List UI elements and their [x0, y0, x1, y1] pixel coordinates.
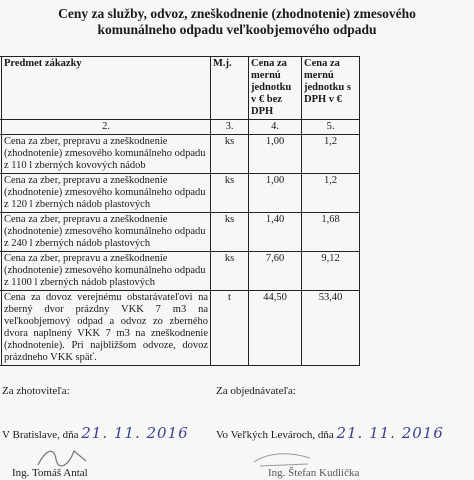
row-price-vat: 1,68 — [302, 213, 360, 252]
row-price-vat: 9,12 — [302, 252, 360, 291]
index-cell-4: 4. — [249, 120, 302, 135]
row-price-vat: 53,40 — [302, 291, 360, 366]
header-row — [0, 57, 360, 120]
contractor-place: V Bratislave, dňa — [2, 429, 79, 441]
title-line-1: Ceny za služby, odvoz, zneškodnenie (zhodnotenie) zmesového — [58, 6, 416, 21]
title-line-2: komunálneho odpadu veľkoobjemového odpadu — [97, 22, 377, 37]
contractor-label: Za zhotoviteľa: — [2, 385, 70, 397]
client-name: Ing. Štefan Kudlička — [268, 467, 360, 479]
row-description: Cena za zber, prepravu a zneškodnenie (zhodnotenie) zmesového komunálneho odpadu z 110 l zberných kovových nádob — [2, 135, 211, 174]
row-price-vat: 1,2 — [302, 174, 360, 213]
client-place-date — [216, 424, 444, 442]
header-price-vat: Cena za mernú jednotku s DPH v € — [302, 57, 360, 120]
price-table — [0, 56, 360, 366]
index-row — [0, 120, 360, 135]
document-title — [0, 6, 474, 38]
index-cell-2: 2. — [2, 120, 211, 135]
client-date: 21. 11. 2016 — [336, 424, 444, 442]
contractor-date: 21. 11. 2016 — [81, 424, 189, 442]
header-unit: M.j. — [211, 57, 249, 120]
table-row — [0, 174, 360, 213]
table-row — [0, 252, 360, 291]
row-price-no-vat: 7,60 — [249, 252, 302, 291]
row-description: Cena za zber, prepravu a zneškodnenie (zhodnotenie) zmesového komunálneho odpadu z 240 l zberných nádob plastových — [2, 213, 211, 252]
row-price-no-vat: 44,50 — [249, 291, 302, 366]
row-price-no-vat: 1,00 — [249, 135, 302, 174]
contractor-name: Ing. Tomáš Antal — [12, 467, 88, 479]
row-price-no-vat: 1,40 — [249, 213, 302, 252]
row-unit: t — [211, 291, 249, 366]
row-description: Cena za zber, prepravu a zneškodnenie (zhodnotenie) zmesového komunálneho odpadu z 120 l zberných nádob plastových — [2, 174, 211, 213]
index-cell-5: 5. — [302, 120, 360, 135]
row-unit: ks — [211, 135, 249, 174]
table-row — [0, 291, 360, 366]
client-place: Vo Veľkých Levároch, dňa — [216, 429, 334, 441]
table-row — [0, 213, 360, 252]
table-row — [0, 135, 360, 174]
contractor-place-date — [2, 424, 189, 442]
row-unit: ks — [211, 252, 249, 291]
header-item: Predmet zákazky — [2, 57, 211, 120]
row-price-no-vat: 1,00 — [249, 174, 302, 213]
row-unit: ks — [211, 213, 249, 252]
client-label: Za objednávateľa: — [216, 385, 296, 397]
row-price-vat: 1,2 — [302, 135, 360, 174]
header-price-no-vat: Cena za mernú jednotku v € bez DPH — [249, 57, 302, 120]
row-description: Cena za zber, prepravu a zneškodnenie (zhodnotenie) zmesového komunálneho odpadu z 1100 l zberných nádob plastových — [2, 252, 211, 291]
index-cell-3: 3. — [211, 120, 249, 135]
row-description: Cena za dovoz verejnému obstarávateľovi na zberný dvor prázdny VKK 7 m3 na veľkoobjemový odpad a odvoz zo zberného dvora naplnený VKK 7 m3 na zneškodnenie (zhodnotenie). Pri najbližšom odvoze, dovoz prázdneho VKK späť. — [2, 291, 211, 366]
row-unit: ks — [211, 174, 249, 213]
